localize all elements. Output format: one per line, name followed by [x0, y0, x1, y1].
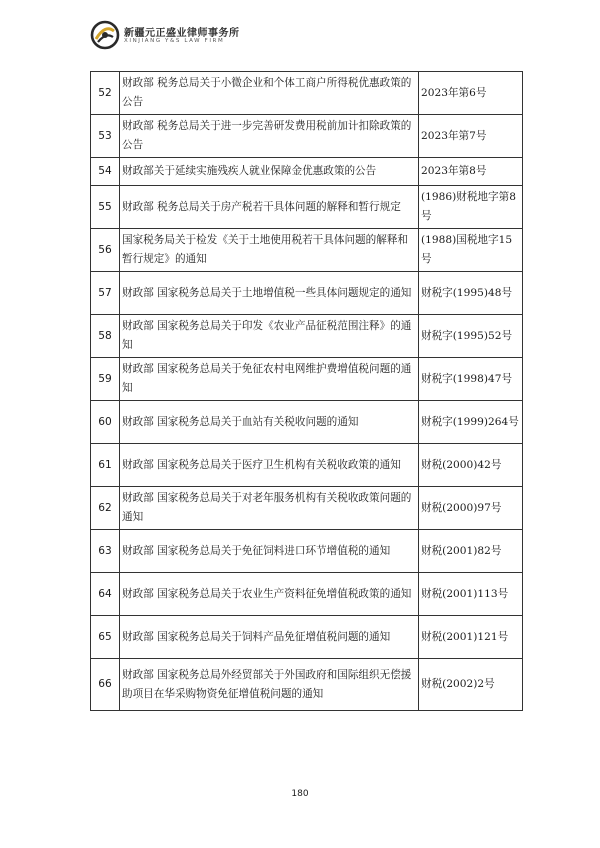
row-number: 52	[91, 72, 120, 115]
row-number: 57	[91, 272, 120, 315]
row-number: 60	[91, 401, 120, 444]
row-number: 62	[91, 487, 120, 530]
firm-name-cn: 新疆元正盛业律师事务所	[124, 28, 240, 39]
table-row	[91, 487, 523, 530]
page-number: 180	[291, 789, 309, 799]
table-row	[91, 616, 523, 659]
regulation-title: 财政部 国家税务总局关于印发《农业产品征税范围注释》的通知	[120, 315, 419, 358]
regulation-title: 财政部 国家税务总局关于农业生产资料征免增值税政策的通知	[120, 573, 419, 616]
document-number: 2023年第7号	[419, 115, 523, 158]
regulation-title: 财政部 国家税务总局关于饲料产品免征增值税问题的通知	[120, 616, 419, 659]
table-row	[91, 272, 523, 315]
row-number: 53	[91, 115, 120, 158]
row-number: 58	[91, 315, 120, 358]
regulation-title: 财政部 国家税务总局关于免征农村电网维护费增值税问题的通知	[120, 358, 419, 401]
regulation-title: 财政部 国家税务总局关于血站有关税收问题的通知	[120, 401, 419, 444]
row-number: 64	[91, 573, 120, 616]
regulation-title: 财政部 税务总局关于小微企业和个体工商户所得税优惠政策的公告	[120, 72, 419, 115]
regulation-table	[90, 71, 523, 711]
table-row	[91, 401, 523, 444]
document-number: 财税字(1998)47号	[419, 358, 523, 401]
document-number: 2023年第8号	[419, 158, 523, 186]
regulation-title: 财政部 国家税务总局关于土地增值税一些具体问题规定的通知	[120, 272, 419, 315]
row-number: 65	[91, 616, 120, 659]
table-row	[91, 115, 523, 158]
regulation-title: 财政部 国家税务总局关于免征饲料进口环节增值税的通知	[120, 530, 419, 573]
document-number: 财税(2001)82号	[419, 530, 523, 573]
document-number: 财税字(1999)264号	[419, 401, 523, 444]
row-number: 59	[91, 358, 120, 401]
table-row	[91, 573, 523, 616]
table-row	[91, 659, 523, 711]
document-number: 2023年第6号	[419, 72, 523, 115]
row-number: 54	[91, 158, 120, 186]
document-number: 财税(2000)42号	[419, 444, 523, 487]
firm-name-en: XINJIANG Y&S LAW FIRM	[124, 38, 225, 44]
regulation-title: 财政部 国家税务总局关于对老年服务机构有关税收政策问题的通知	[120, 487, 419, 530]
row-number: 56	[91, 229, 120, 272]
table-row	[91, 72, 523, 115]
regulation-title: 财政部 税务总局关于进一步完善研发费用税前加计扣除政策的公告	[120, 115, 419, 158]
document-number: (1986)财税地字第8号	[419, 186, 523, 229]
table-row	[91, 229, 523, 272]
regulation-title: 国家税务局关于检发《关于土地使用税若干具体问题的解释和暂行规定》的通知	[120, 229, 419, 272]
regulation-title: 财政部 国家税务总局外经贸部关于外国政府和国际组织无偿援助项目在华采购物资免征增值税问题的通知	[120, 659, 419, 711]
table-row	[91, 315, 523, 358]
page-header	[90, 18, 390, 52]
row-number: 66	[91, 659, 120, 711]
table-row	[91, 530, 523, 573]
row-number: 55	[91, 186, 120, 229]
document-number: 财税(2000)97号	[419, 487, 523, 530]
table-row	[91, 358, 523, 401]
document-number: (1988)国税地字15号	[419, 229, 523, 272]
document-number: 财税(2001)113号	[419, 573, 523, 616]
firm-logo-icon	[90, 20, 120, 50]
row-number: 61	[91, 444, 120, 487]
document-number: 财税字(1995)48号	[419, 272, 523, 315]
row-number: 63	[91, 530, 120, 573]
document-number: 财税(2001)121号	[419, 616, 523, 659]
regulation-title: 财政部关于延续实施残疾人就业保障金优惠政策的公告	[120, 158, 419, 186]
table-row	[91, 158, 523, 186]
regulation-title: 财政部 国家税务总局关于医疗卫生机构有关税收政策的通知	[120, 444, 419, 487]
document-number: 财税(2002)2号	[419, 659, 523, 711]
document-number: 财税字(1995)52号	[419, 315, 523, 358]
table-row	[91, 186, 523, 229]
table-row	[91, 444, 523, 487]
regulation-title: 财政部 税务总局关于房产税若干具体问题的解释和暂行规定	[120, 186, 419, 229]
